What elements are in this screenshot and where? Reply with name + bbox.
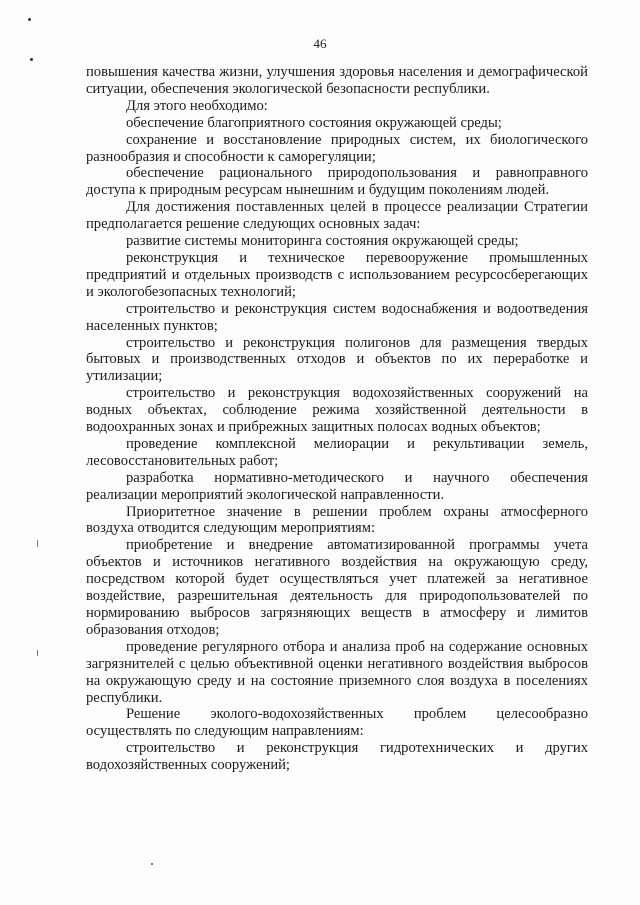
scan-mark <box>37 650 38 656</box>
page-number: 46 <box>313 36 327 51</box>
list-item: строительство и реконструкция водохозяйственных сооружений на водных объектах, соблюдение режима хозяйственной деятельности в водоохранных зонах и прибрежных защитных полосах водных объектов; <box>86 385 588 436</box>
list-item: приобретение и внедрение автоматизированной программы учета объектов и источников негативного воздействия на окружающую среду, посредством которой будет осуществляться учет платежей за негативное воздействие, разрешительная деятельность для природопользователей по нормированию выбросов загрязняющих веществ в атмосферу и лимитов образования отходов; <box>86 537 588 638</box>
list-item: строительство и реконструкция систем водоснабжения и водоотведения населенных пунктов; <box>86 300 588 334</box>
paragraph: Приоритетное значение в решении проблем охраны атмосферного воздуха отводится следующим мероприятиям: <box>86 503 588 537</box>
list-item: сохранение и восстановление природных систем, их биологического разнообразия и способности к саморегуляции; <box>86 131 588 165</box>
list-item: развитие системы мониторинга состояния окружающей среды; <box>126 233 519 250</box>
list-item: обеспечение рационального природопользования и равноправного доступа к природным ресурсам нынешним и будущим поколениям людей. <box>86 165 588 199</box>
list-item: реконструкция и техническое перевооружение промышленных предприятий и отдельных производств с использованием ресурсосберегающих и экологобезопасных технологий; <box>86 249 588 300</box>
body-text <box>86 64 588 774</box>
paragraph: Для этого необходимо: <box>126 97 268 114</box>
paragraph: Для достижения поставленных целей в процессе реализации Стратегии предполагается решение следующих основных задач: <box>86 199 588 233</box>
list-item: проведение комплексной мелиорации и рекультивации земель, лесовосстановительных работ; <box>86 435 588 469</box>
list-item: обеспечение благоприятного состояния окружающей среды; <box>126 114 502 131</box>
list-item: строительство и реконструкция гидротехнических и других водохозяйственных сооружений; <box>86 740 588 774</box>
list-item: строительство и реконструкция полигонов для размещения твердых бытовых и производственных отходов и объектов по их переработке и утилизации; <box>86 334 588 385</box>
scan-mark <box>28 18 31 21</box>
scan-mark <box>151 863 153 865</box>
paragraph: Решение эколого-водохозяйственных проблем целесообразно осуществлять по следующим направлениям: <box>86 706 588 740</box>
list-item: проведение регулярного отбора и анализа проб на содержание основных загрязнителей с целью объективной оценки негативного воздействия выбросов на окружающую среду и на состояние приземного слоя воздуха в поселениях республики. <box>86 638 588 706</box>
scan-mark <box>30 58 33 61</box>
list-item: разработка нормативно-методического и научного обеспечения реализации мероприятий экологической направленности. <box>86 469 588 503</box>
paragraph: повышения качества жизни, улучшения здоровья населения и демографической ситуации, обеспечения экологической безопасности республики. <box>86 64 588 97</box>
scan-mark <box>37 540 38 547</box>
